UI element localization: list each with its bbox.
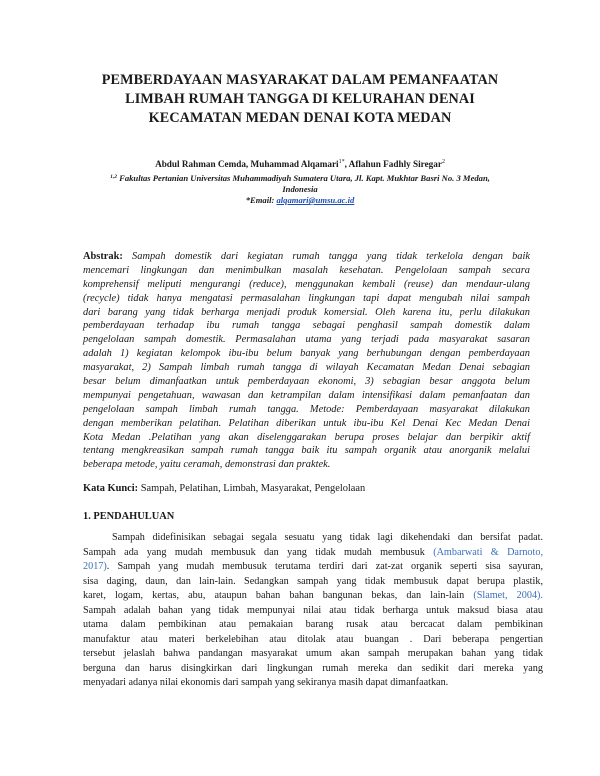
body-line (83, 589, 543, 604)
section-heading: 1. PENDAHULUAN (83, 511, 175, 522)
abstract-line (83, 250, 530, 264)
body-line (83, 546, 543, 561)
keywords-label: Kata Kunci: (83, 483, 139, 494)
affiliation-country: Indonesia (282, 184, 318, 194)
abstract-label: Abstrak: (83, 251, 123, 262)
body-line: Sampah adalah bahan yang tidak mempunyai nilai atau tidak berharga untuk maksud biasa atau (83, 604, 543, 616)
abstract-line: tentang mengkreasikan sampah rumah tangga baik itu sampah organik atau anorganik melalui (83, 445, 530, 457)
abstract-line: adalah 1) kegiatan kelompok ibu-ibu belum banyak yang berhubungan dengan pemberdayaan (83, 348, 530, 360)
abstract-line: masyarakat, 2) Sampah limbah rumah tangga di wilayah Kecamatan Medan Denai sebagian (83, 362, 530, 374)
body-line: tersebut jelaslah bahwa pandangan masyarakat umum akan sampah merupakan bahan yang tidak (83, 648, 543, 659)
body-line: menyadari adanya nilai ekonomis dari sampah yang sekiranya masih dapat dimanfaatkan. (83, 677, 449, 688)
body-line: berguna dan harus disingkirkan dari lingkungan rumah mereka dan sedikit dari mereka yang (83, 662, 543, 674)
title-line: LIMBAH RUMAH TANGGA DI KELURAHAN DENAI (125, 91, 475, 107)
body-line: sisa daging, daun, dan lain-lain. Sedangkan sampah yang tidak membusuk dapat berupa plastik, (83, 575, 543, 587)
author-list (60, 156, 540, 170)
keywords-text: Sampah, Pelatihan, Limbah, Masyarakat, Pengelolaan (138, 483, 366, 494)
author-name: Abdul Rahman Cemda, (155, 159, 251, 169)
title-line: PEMBERDAYAAN MASYARAKAT DALAM PEMANFAATAN (101, 72, 499, 88)
keywords (83, 482, 365, 496)
author-superscript: 2 (441, 159, 445, 165)
abstract-text: Sampah domestik dari kegiatan rumah tangga yang tidak terkelola dengan baik (122, 251, 530, 262)
abstract-line: (recycle) tidak hanya mengatasi permasalahan lingkungan tapi dapat mengubah nilai sampah (83, 292, 530, 304)
citation-link[interactable]: (Slamet, 2004). (473, 590, 543, 601)
abstract-line: pengelolaan sampah domestik. Permasalahan utama yang terjadi pada masyarakat sasaran (83, 334, 530, 346)
section-body (83, 531, 543, 691)
body-line: Sampah didefinisikan sebagai segala sesuatu yang tidak lagi dikehendaki dan bersifat padat. (112, 532, 543, 543)
body-line (83, 560, 543, 575)
abstract-line: dengan memberikan pelatihan. Pelatihan diberikan untuk ibu-ibu Kel Denai Kec Medan Denai (83, 417, 530, 429)
affiliation-text: Fakultas Pertanian Universitas Muhammadiyah Sumatera Utara, Jl. Kapt. Mukhtar Basri No. 3 Medan, (116, 173, 490, 183)
email-link[interactable]: alqamari@umsu.ac.id (276, 195, 355, 205)
citation-link[interactable]: 2017) (83, 561, 107, 572)
abstract-line: Kota Medan .Pelatihan yang akan diselenggarakan berupa proses belajar dan berpikir aktif (83, 431, 530, 443)
email-label: *Email: (245, 195, 277, 205)
body-text-span: karet, logam, kertas, abu, ataupun bahan bahan bangunan bekas, dan lain-lain (83, 590, 474, 601)
author-name: , Aflahun Fadhly Siregar (344, 159, 442, 169)
abstract-line: pemberdayaan terhadap ibu rumah tangga sebagai penghasil sampah domestik dalam (83, 320, 530, 332)
affiliation-superscript: 1,2 (110, 174, 117, 180)
paper-title (60, 71, 540, 128)
abstract-line: beberapa metode, yaitu ceramah, demonstrasi dan praktek. (83, 459, 331, 471)
body-text-span: Sampah ada yang mudah membusuk dan yang tidak mudah membusuk (83, 546, 434, 558)
citation-link[interactable]: (Ambarwati & Darnoto, (433, 546, 543, 558)
author-superscript: 1* (338, 159, 345, 165)
abstract-line: dari barang yang tidak berharga menjadi produk komersial. Oleh karena itu, perlu dilakukan (83, 306, 530, 318)
affiliation (70, 172, 530, 206)
title-line: KECAMATAN MEDAN DENAI KOTA MEDAN (148, 110, 452, 126)
abstract-line: komprehensif meliputi mengurangi (reduce), menggunakan kembali (reuse) dan mendaur-ulang (83, 278, 530, 290)
affiliation-line (70, 172, 530, 184)
abstract (83, 250, 530, 472)
abstract-line: besar belum dimanfaatkan untuk pemberdayaan ekonomi, 3) sebagian besar anggota belum (83, 376, 530, 388)
email-line (70, 195, 530, 206)
body-line: manufaktur atau materi berkelebihan atau ditolak atau buangan . Dari beberapa pengertian (83, 633, 543, 645)
abstract-line: pengelolaan sampah limbah rumah tangga. Metode: Pemberdayaan masyarakat dilakukan (83, 403, 530, 415)
author-name: Muhammad Alqamari (250, 159, 339, 169)
body-text-span: . Sampah yang mudah membusuk terutama terdiri dari zat-zat organik seperti sisa sayuran, (106, 561, 543, 572)
abstract-line: mempunyai pengetahuan, wawasan dan ketrampilan dalam intensifikasi dalam pemanfaatan dan (83, 389, 530, 401)
abstract-line: mencemari lingkungan dan menimbulkan masalah kesehatan. Pengelolaan sampah secara (83, 264, 530, 276)
body-line: utama dalam pembikinan atau pemakaian barang rusak atau bercacat dalam pembikinan (83, 619, 543, 630)
